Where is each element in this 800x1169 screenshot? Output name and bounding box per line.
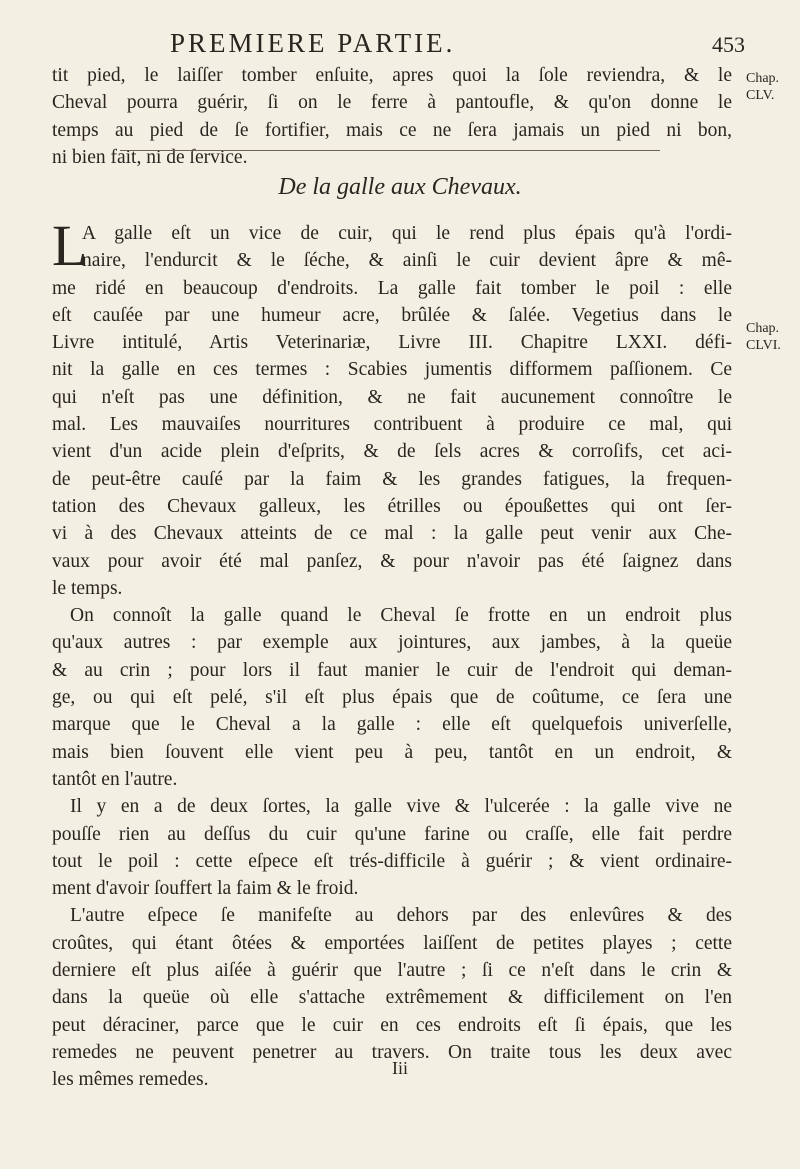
- margin-note-number: CLVI.: [746, 338, 781, 353]
- text-line: ni bien fait, ni de ſervice.: [52, 146, 248, 168]
- body-text: [52, 213, 732, 1094]
- text-line: peut déraciner, parce que le cuir en ces endroits eſt ſi épais, que les: [52, 1014, 732, 1036]
- text-line: marque que le Cheval a la galle : elle eſt quelquefois univerſelle,: [52, 714, 732, 736]
- text-line: temps au pied de ſe fortifier, mais ce ne ſera jamais un pied ni bon,: [52, 119, 732, 141]
- section-title: De la galle aux Chevaux.: [278, 174, 522, 200]
- text-line: tit pied, le laiſſer tomber enſuite, apres quoi la ſole reviendra, & le: [52, 65, 732, 86]
- margin-note-label: Chap.: [746, 321, 780, 336]
- text-line: & au crin ; pour lors il faut manier le cuir de l'endroit qui deman-: [52, 659, 732, 681]
- text-line: derniere eſt plus aiſée à guérir que l'autre ; ſi ce n'eſt dans le crin &: [52, 960, 732, 982]
- signature-mark: Iii: [392, 1058, 408, 1078]
- text-line: le temps.: [52, 577, 123, 599]
- text-line: Livre intitulé, Artis Veterinariæ, Livre III. Chapitre LXXI. défi-: [52, 332, 732, 354]
- text-line: eſt cauſée par une humeur acre, brûlée & ſalée. Vegetius dans le: [52, 304, 732, 326]
- margin-note-number: CLV.: [746, 88, 775, 103]
- text-line: vaux pour avoir été mal panſez, & pour n'avoir pas été ſaignez dans: [52, 550, 732, 572]
- text-line: mais bien ſouvent elle vient peu à peu, tantôt en un endroit, &: [52, 741, 732, 763]
- running-head: PREMIERE PARTIE.: [170, 28, 456, 58]
- text-line: tout le poil : cette eſpece eſt trés-difficile à guérir ; & vient ordinaire-: [52, 850, 732, 872]
- text-line: qui n'eſt pas une définition, & ne fait aucunement connoître le: [52, 386, 732, 408]
- text-line: ge, ou qui eſt pelé, s'il eſt plus épais que de coûtume, ce ſera une: [52, 687, 732, 709]
- text-line: ment d'avoir ſouffert la faim & le froid.: [52, 878, 359, 900]
- text-line: les mêmes remedes.: [52, 1069, 209, 1091]
- text-line: me ridé en beaucoup d'endroits. La galle fait tomber le poil : elle: [52, 277, 732, 299]
- text-line: A galle eſt un vice de cuir, qui le rend plus épais qu'à l'ordi-: [82, 223, 732, 244]
- text-line: croûtes, qui étant ôtées & emportées laiſſent de petites playes ; cette: [52, 932, 732, 954]
- text-line: Cheval pourra guérir, ſi on le ferre à pantoufle, & qu'on donne le: [52, 92, 732, 114]
- margin-note-chapter-155: [746, 70, 798, 104]
- text-line: dans la queüe où elle s'attache extrêmement & difficilement on l'en: [52, 987, 732, 1009]
- margin-note-label: Chap.: [746, 71, 780, 86]
- text-line: vi à des Chevaux atteints de ce mal : la galle peut venir aux Che-: [52, 523, 732, 545]
- text-line: tantôt en l'autre.: [52, 768, 178, 790]
- text-line: naire, l'endurcit & le ſéche, & ainſi le cuir devient âpre & mê-: [82, 250, 732, 272]
- text-line: pouſſe rien au deſſus du cuir qu'une farine ou craſſe, elle fait perdre: [52, 823, 732, 845]
- text-line: nit la galle en ces termes : Scabies jumentis difformem paſſionem. Ce: [52, 359, 732, 381]
- section-divider: [120, 150, 660, 151]
- drop-cap: L: [52, 213, 88, 278]
- text-line: qu'aux autres : par exemple aux jointures, aux jambes, à la queüe: [52, 632, 732, 654]
- text-line: mal. Les mauvaiſes nourritures contribuent à produire ce mal, qui: [52, 414, 732, 436]
- text-line: tation des Chevaux galleux, les étrilles ou époußettes qui ont ſer-: [52, 495, 732, 517]
- margin-note-chapter-156: [746, 320, 798, 354]
- text-line: Il y en a de deux ſortes, la galle vive & l'ulcerée : la galle vive ne: [70, 796, 732, 818]
- text-line: vient d'un acide plein d'eſprits, & de ſels acres & corroſifs, cet aci-: [52, 441, 732, 463]
- text-line: remedes ne peuvent penetrer au travers. On traite tous les deux avec: [52, 1041, 732, 1063]
- text-line: On connoît la galle quand le Cheval ſe frotte en un endroit plus: [70, 605, 732, 627]
- text-line: de peut-être cauſé par la faim & les grandes fatigues, la frequen-: [52, 468, 732, 490]
- text-line: L'autre eſpece ſe manifeſte au dehors par des enlevûres & des: [70, 905, 732, 927]
- page-number: 453: [712, 32, 745, 57]
- intro-paragraph: [52, 62, 732, 171]
